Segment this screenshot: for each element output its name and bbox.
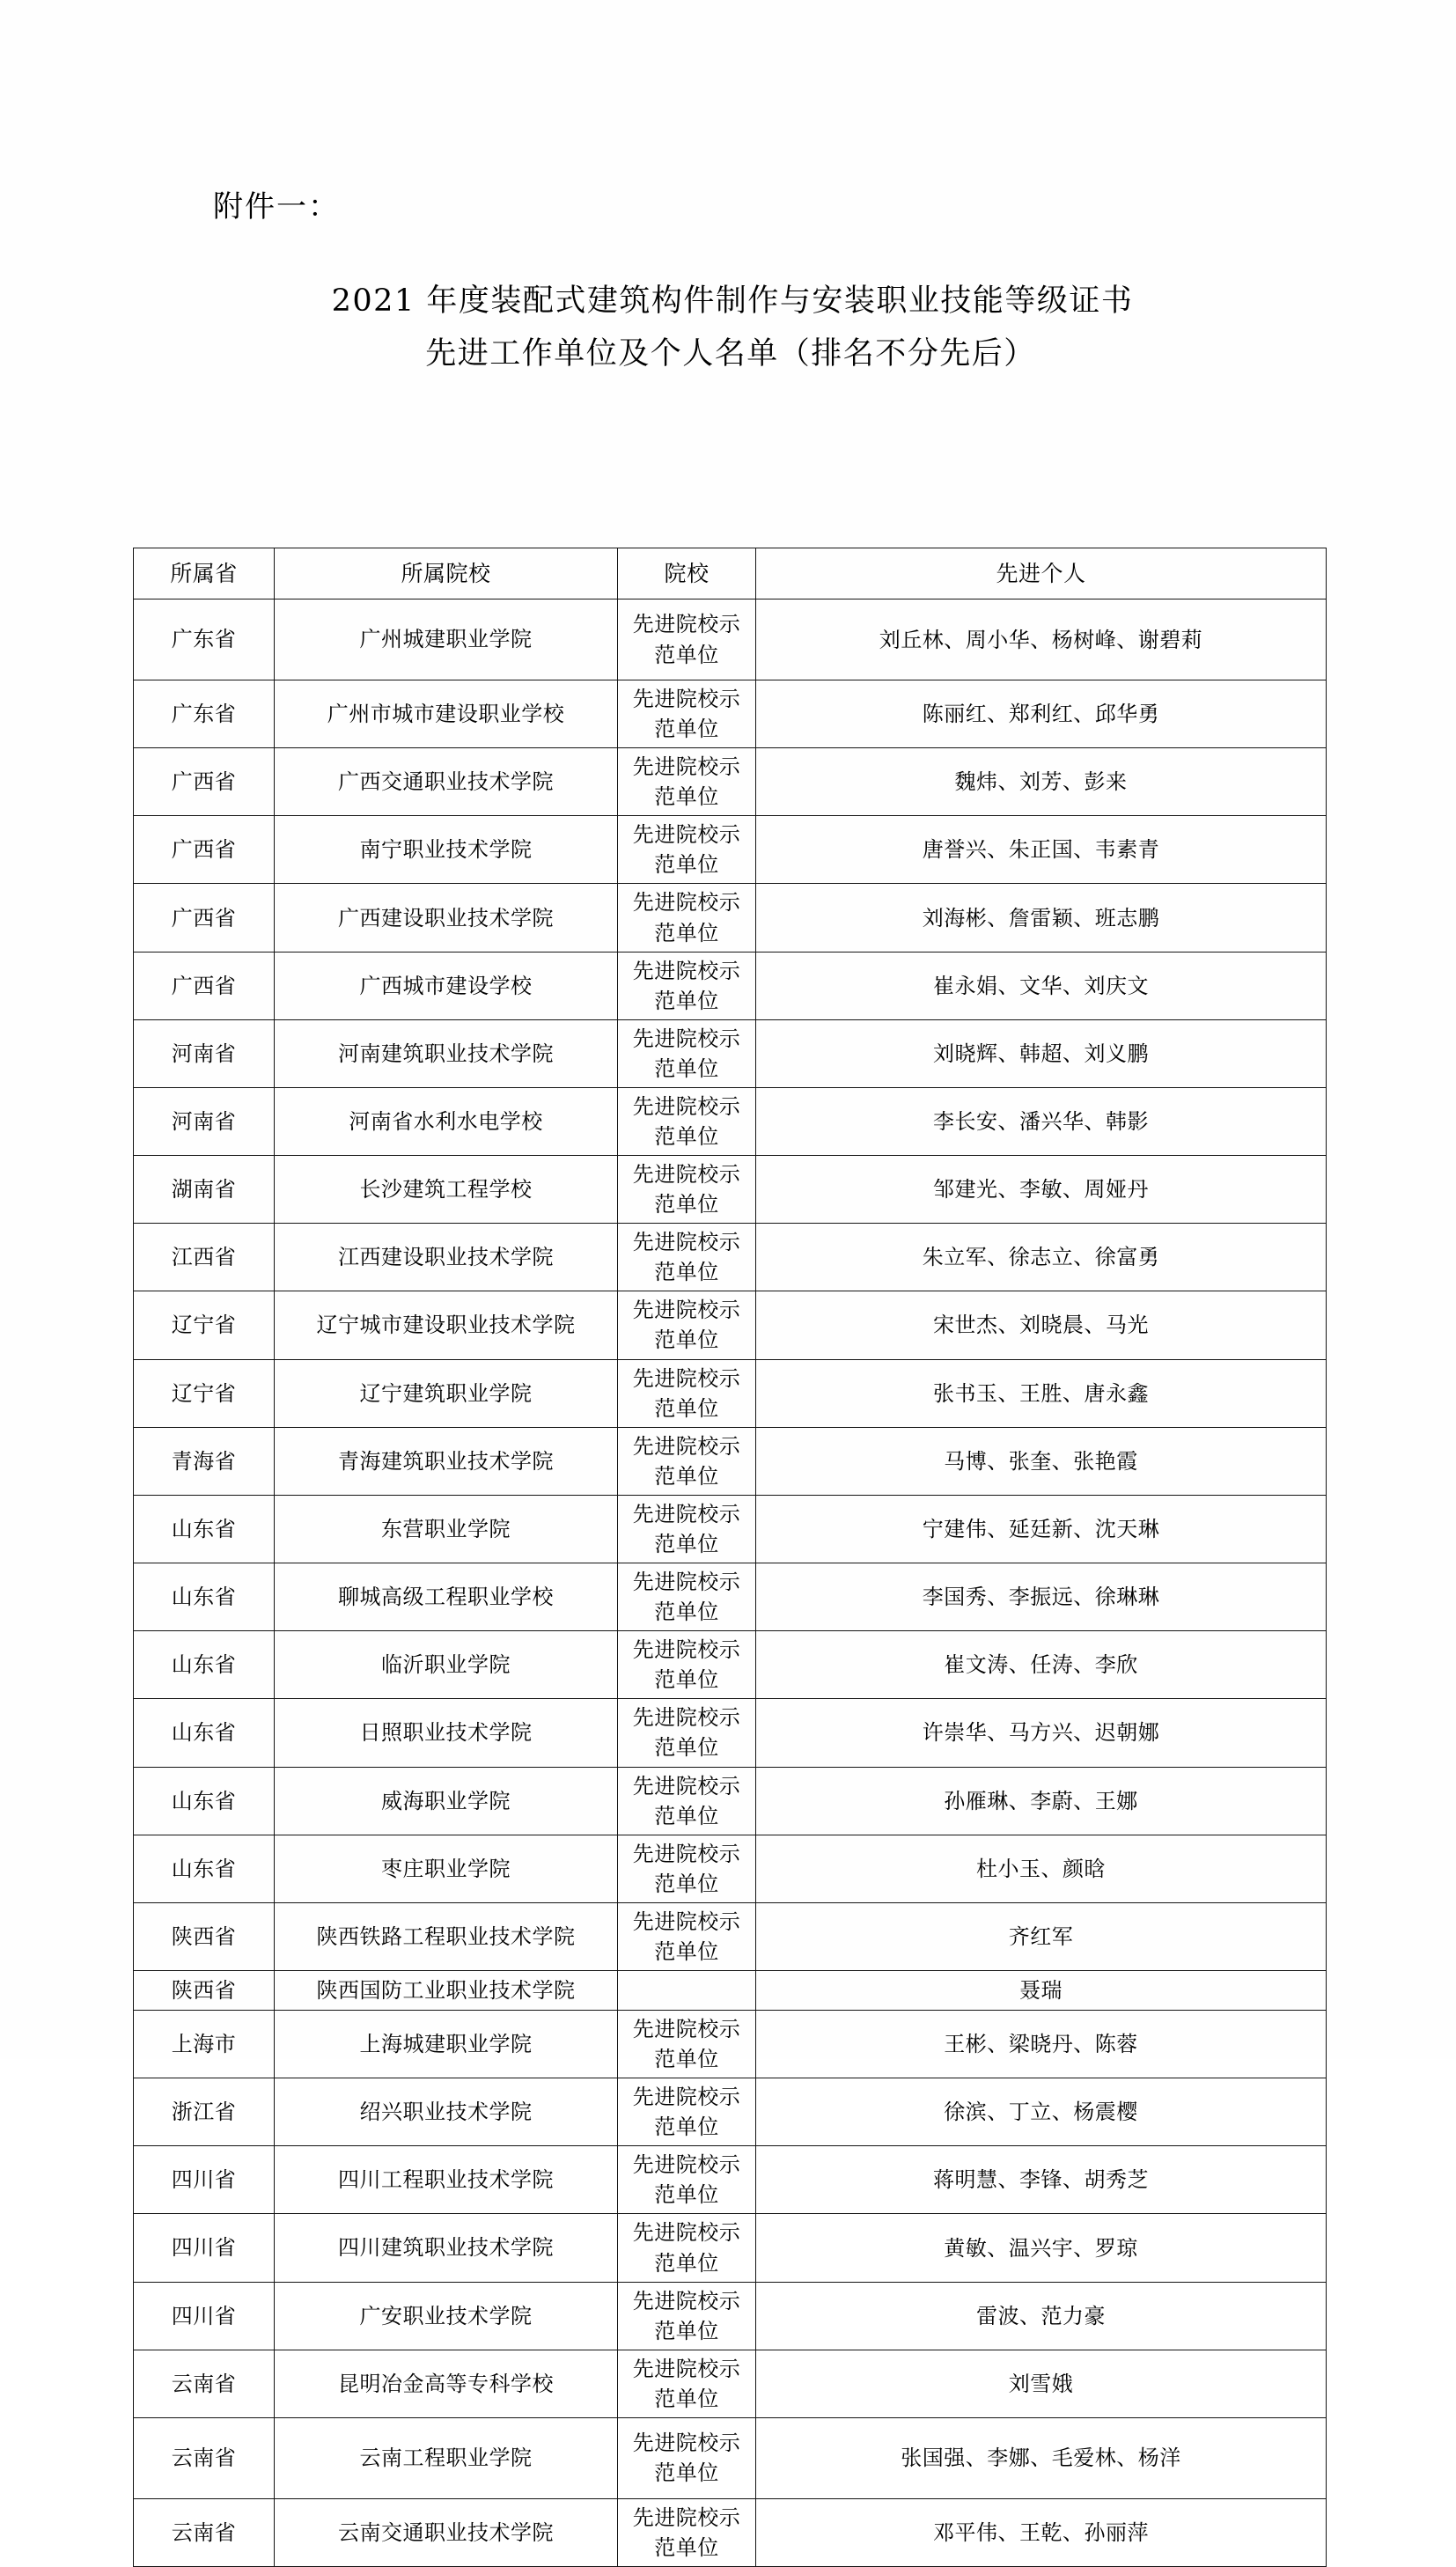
cell-people: 蒋明慧、李锋、胡秀芝 (756, 2146, 1327, 2214)
table-row (134, 2282, 1327, 2350)
cell-school: 云南交通职业技术学院 (275, 2498, 618, 2566)
cell-province: 广西省 (134, 816, 275, 884)
cell-honor: 先进院校示范单位 (618, 1835, 756, 1902)
cell-province: 河南省 (134, 1019, 275, 1087)
cell-people: 王彬、梁晓丹、陈蓉 (756, 2010, 1327, 2078)
cell-school: 广州城建职业学院 (275, 599, 618, 680)
cell-people: 李长安、潘兴华、韩影 (756, 1087, 1327, 1155)
table-row (134, 1087, 1327, 1155)
cell-school: 辽宁城市建设职业技术学院 (275, 1291, 618, 1359)
cell-province: 山东省 (134, 1699, 275, 1767)
cell-honor: 先进院校示范单位 (618, 680, 756, 748)
cell-honor (618, 1970, 756, 2010)
cell-honor: 先进院校示范单位 (618, 1224, 756, 1291)
cell-school: 河南建筑职业技术学院 (275, 1019, 618, 1087)
cell-province: 四川省 (134, 2282, 275, 2350)
cell-honor: 先进院校示范单位 (618, 1427, 756, 1495)
cell-province: 陕西省 (134, 1970, 275, 2010)
cell-province: 山东省 (134, 1767, 275, 1835)
cell-province: 河南省 (134, 1087, 275, 1155)
table-row (134, 1970, 1327, 2010)
cell-province: 四川省 (134, 2214, 275, 2282)
cell-province: 江西省 (134, 1224, 275, 1291)
cell-school: 江西建设职业技术学院 (275, 1224, 618, 1291)
cell-province: 上海市 (134, 2010, 275, 2078)
cell-school: 四川建筑职业技术学院 (275, 2214, 618, 2282)
table-header-row (134, 548, 1327, 599)
table-row (134, 2350, 1327, 2417)
cell-honor: 先进院校示范单位 (618, 1631, 756, 1699)
cell-people: 刘丘林、周小华、杨树峰、谢碧莉 (756, 599, 1327, 680)
cell-honor: 先进院校示范单位 (618, 2498, 756, 2566)
cell-school: 四川工程职业技术学院 (275, 2146, 618, 2214)
cell-province: 广西省 (134, 748, 275, 816)
cell-people: 朱立军、徐志立、徐富勇 (756, 1224, 1327, 1291)
cell-school: 威海职业学院 (275, 1767, 618, 1835)
cell-province: 云南省 (134, 2498, 275, 2566)
cell-school: 昆明冶金高等专科学校 (275, 2350, 618, 2417)
cell-honor: 先进院校示范单位 (618, 1019, 756, 1087)
column-header-honor: 院校 (618, 548, 756, 599)
cell-honor: 先进院校示范单位 (618, 1767, 756, 1835)
cell-honor: 先进院校示范单位 (618, 599, 756, 680)
cell-school: 广安职业技术学院 (275, 2282, 618, 2350)
table-row (134, 952, 1327, 1019)
cell-people: 崔文涛、任涛、李欣 (756, 1631, 1327, 1699)
table-row (134, 1156, 1327, 1224)
table-row (134, 2417, 1327, 2498)
cell-honor: 先进院校示范单位 (618, 1699, 756, 1767)
cell-people: 刘雪娥 (756, 2350, 1327, 2417)
title-line-1: 2021 年度装配式建筑构件制作与安装职业技能等级证书 (331, 283, 1134, 319)
cell-honor: 先进院校示范单位 (618, 952, 756, 1019)
table-row (134, 1495, 1327, 1563)
cell-honor: 先进院校示范单位 (618, 748, 756, 816)
cell-province: 广西省 (134, 952, 275, 1019)
cell-province: 山东省 (134, 1631, 275, 1699)
table-body (134, 599, 1327, 2567)
cell-school: 枣庄职业学院 (275, 1835, 618, 1902)
cell-province: 广西省 (134, 884, 275, 952)
cell-honor: 先进院校示范单位 (618, 1087, 756, 1155)
cell-province: 山东省 (134, 1495, 275, 1563)
cell-honor: 先进院校示范单位 (618, 2078, 756, 2146)
cell-province: 广东省 (134, 680, 275, 748)
cell-honor: 先进院校示范单位 (618, 816, 756, 884)
cell-school: 绍兴职业技术学院 (275, 2078, 618, 2146)
cell-honor: 先进院校示范单位 (618, 1291, 756, 1359)
cell-people: 刘海彬、詹雷颖、班志鹏 (756, 884, 1327, 952)
table-row (134, 1767, 1327, 1835)
table-row (134, 2010, 1327, 2078)
cell-people: 唐誉兴、朱正国、韦素青 (756, 816, 1327, 884)
cell-honor: 先进院校示范单位 (618, 2214, 756, 2282)
cell-honor: 先进院校示范单位 (618, 2010, 756, 2078)
table-row (134, 1291, 1327, 1359)
table-row (134, 1224, 1327, 1291)
award-table (133, 548, 1327, 2567)
attachment-label: 附件一： (213, 189, 340, 224)
table-row (134, 1902, 1327, 1970)
cell-people: 宁建伟、延廷新、沈天琳 (756, 1495, 1327, 1563)
table-row (134, 1699, 1327, 1767)
cell-school: 长沙建筑工程学校 (275, 1156, 618, 1224)
table-row (134, 2078, 1327, 2146)
table-row (134, 680, 1327, 748)
cell-school: 陕西国防工业职业技术学院 (275, 1970, 618, 2010)
cell-school: 辽宁建筑职业学院 (275, 1359, 618, 1427)
cell-school: 聊城高级工程职业学校 (275, 1563, 618, 1631)
cell-people: 齐红军 (756, 1902, 1327, 1970)
cell-province: 浙江省 (134, 2078, 275, 2146)
cell-school: 临沂职业学院 (275, 1631, 618, 1699)
cell-people: 徐滨、丁立、杨震樱 (756, 2078, 1327, 2146)
cell-school: 南宁职业技术学院 (275, 816, 618, 884)
table-row (134, 1427, 1327, 1495)
cell-people: 聂瑞 (756, 1970, 1327, 2010)
table-row (134, 1835, 1327, 1902)
cell-people: 宋世杰、刘晓晨、马光 (756, 1291, 1327, 1359)
cell-people: 雷波、范力豪 (756, 2282, 1327, 2350)
cell-honor: 先进院校示范单位 (618, 1359, 756, 1427)
cell-province: 辽宁省 (134, 1291, 275, 1359)
table-row (134, 1359, 1327, 1427)
cell-school: 广西交通职业技术学院 (275, 748, 618, 816)
cell-province: 湖南省 (134, 1156, 275, 1224)
cell-school: 广西建设职业技术学院 (275, 884, 618, 952)
cell-school: 广州市城市建设职业学校 (275, 680, 618, 748)
cell-honor: 先进院校示范单位 (618, 2417, 756, 2498)
column-header-school: 所属院校 (275, 548, 618, 599)
cell-people: 马博、张奎、张艳霞 (756, 1427, 1327, 1495)
cell-people: 李国秀、李振远、徐琳琳 (756, 1563, 1327, 1631)
column-header-province: 所属省 (134, 548, 275, 599)
cell-honor: 先进院校示范单位 (618, 1902, 756, 1970)
table-row (134, 1563, 1327, 1631)
cell-province: 山东省 (134, 1835, 275, 1902)
cell-school: 广西城市建设学校 (275, 952, 618, 1019)
cell-province: 广东省 (134, 599, 275, 680)
cell-province: 四川省 (134, 2146, 275, 2214)
cell-honor: 先进院校示范单位 (618, 1563, 756, 1631)
cell-people: 刘晓辉、韩超、刘义鹏 (756, 1019, 1327, 1087)
cell-people: 邓平伟、王乾、孙丽萍 (756, 2498, 1327, 2566)
cell-school: 河南省水利水电学校 (275, 1087, 618, 1155)
cell-people: 魏炜、刘芳、彭来 (756, 748, 1327, 816)
table-row (134, 884, 1327, 952)
cell-people: 许崇华、马方兴、迟朝娜 (756, 1699, 1327, 1767)
page-title (0, 275, 1456, 380)
cell-honor: 先进院校示范单位 (618, 2350, 756, 2417)
cell-honor: 先进院校示范单位 (618, 1156, 756, 1224)
cell-honor: 先进院校示范单位 (618, 2146, 756, 2214)
table-header (134, 548, 1327, 599)
table-row (134, 2214, 1327, 2282)
table-row (134, 2498, 1327, 2566)
cell-school: 陕西铁路工程职业技术学院 (275, 1902, 618, 1970)
cell-people: 杜小玉、颜晗 (756, 1835, 1327, 1902)
cell-people: 陈丽红、郑利红、邱华勇 (756, 680, 1327, 748)
table-row (134, 748, 1327, 816)
cell-school: 日照职业技术学院 (275, 1699, 618, 1767)
cell-people: 孙雁琳、李蔚、王娜 (756, 1767, 1327, 1835)
column-header-people: 先进个人 (756, 548, 1327, 599)
cell-province: 山东省 (134, 1563, 275, 1631)
cell-honor: 先进院校示范单位 (618, 884, 756, 952)
cell-people: 张国强、李娜、毛爱林、杨洋 (756, 2417, 1327, 2498)
cell-province: 青海省 (134, 1427, 275, 1495)
table-row (134, 1019, 1327, 1087)
title-line-2: 先进工作单位及个人名单（排名不分先后） (425, 336, 1036, 372)
cell-school: 青海建筑职业技术学院 (275, 1427, 618, 1495)
cell-province: 云南省 (134, 2417, 275, 2498)
cell-people: 张书玉、王胜、唐永鑫 (756, 1359, 1327, 1427)
table-row (134, 816, 1327, 884)
cell-people: 邹建光、李敏、周娅丹 (756, 1156, 1327, 1224)
cell-honor: 先进院校示范单位 (618, 1495, 756, 1563)
cell-school: 云南工程职业学院 (275, 2417, 618, 2498)
award-table-container (133, 548, 1326, 2567)
cell-people: 崔永娟、文华、刘庆文 (756, 952, 1327, 1019)
cell-province: 辽宁省 (134, 1359, 275, 1427)
table-row (134, 1631, 1327, 1699)
cell-school: 东营职业学院 (275, 1495, 618, 1563)
table-row (134, 2146, 1327, 2214)
cell-honor: 先进院校示范单位 (618, 2282, 756, 2350)
cell-province: 陕西省 (134, 1902, 275, 1970)
cell-school: 上海城建职业学院 (275, 2010, 618, 2078)
table-row (134, 599, 1327, 680)
cell-province: 云南省 (134, 2350, 275, 2417)
cell-people: 黄敏、温兴宇、罗琼 (756, 2214, 1327, 2282)
